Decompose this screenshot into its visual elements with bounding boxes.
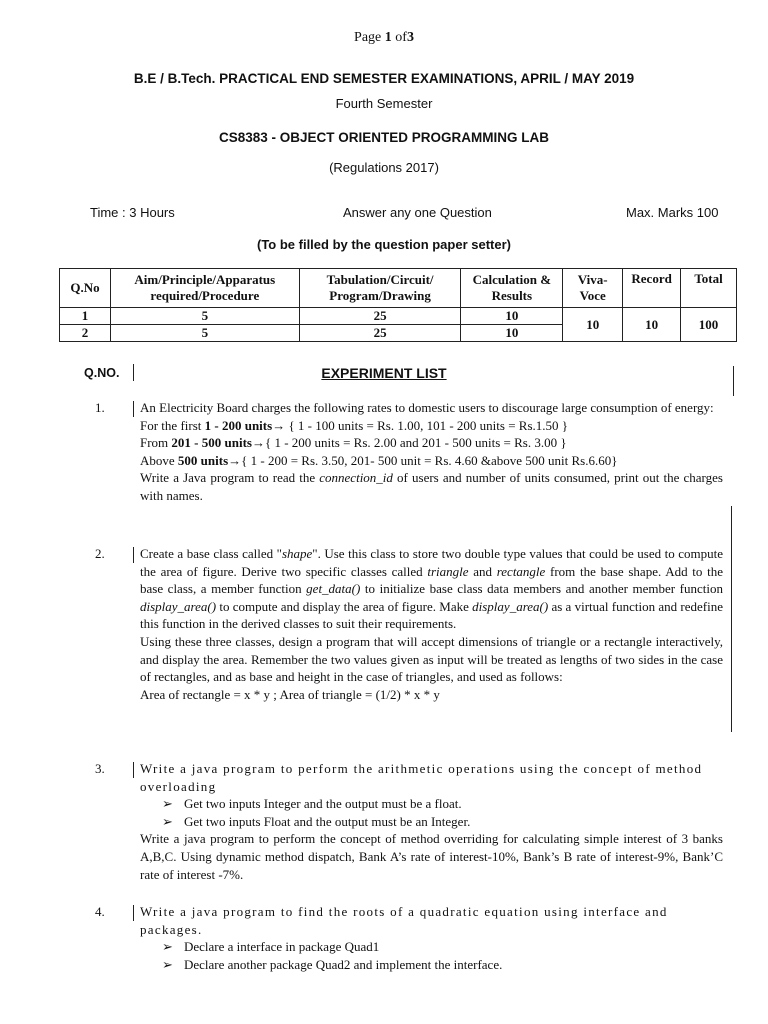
- arrow-bullet-icon: ➢: [162, 813, 173, 829]
- page-total: 3: [406, 30, 414, 45]
- table-cell: 5: [110, 325, 299, 342]
- question-paragraph: Write a java program to perform the concept of method overriding for calculating simple interest of 3 banks A,B,C. Using dynamic method dispatch, Bank A’s rate of interest-10%, Bank’s B rate of interest-9%, Bank’C rate of interest -7%.: [140, 831, 723, 882]
- bullet-item: ➢ Get two inputs Float and the output must be an Integer.: [162, 813, 471, 829]
- column-divider: [133, 364, 134, 381]
- question-line: Above 500 units→{ 1 - 200 = Rs. 3.50, 201- 500 unit = Rs. 4.60 &above 500 unit Rs.6.60}: [140, 452, 618, 468]
- page-of: of: [395, 30, 407, 45]
- question-number: 3.: [95, 761, 105, 776]
- semester: Fourth Semester: [335, 96, 433, 111]
- marks-table: [59, 268, 737, 342]
- question-number: 1.: [95, 400, 105, 415]
- question-line: Write a java program to find the roots of a quadratic equation using interface and packages.: [140, 904, 668, 937]
- page-number: [0, 30, 768, 46]
- column-header: Total: [681, 269, 737, 308]
- marks-table-header: [60, 269, 737, 308]
- table-cell: 10: [461, 308, 563, 325]
- record-cell: 10: [623, 308, 681, 342]
- column-header: Calculation & Results: [461, 269, 563, 308]
- column-divider: [133, 547, 134, 563]
- arrow-bullet-icon: ➢: [162, 796, 173, 812]
- table-cell: 10: [461, 325, 563, 342]
- column-header: Record: [623, 269, 681, 308]
- column-header: Aim/Principle/Apparatus required/Procedure: [110, 269, 299, 308]
- table-cell: 5: [110, 308, 299, 325]
- max-marks: Max. Marks 100: [626, 205, 719, 220]
- column-divider: [133, 905, 134, 921]
- question-line: From 201 - 500 units→{ 1 - 200 units = Rs. 2.00 and 201 - 500 units = Rs. 3.00 }: [140, 435, 567, 451]
- course-title: CS8383 - OBJECT ORIENTED PROGRAMMING LAB: [218, 130, 550, 145]
- question-text: [140, 903, 723, 973]
- table-cell: 2: [60, 325, 111, 342]
- column-divider: [133, 762, 134, 778]
- arrow-bullet-icon: ➢: [162, 939, 173, 955]
- question-paragraph: Using these three classes, design a program that will accept dimensions of triangle or a rectangle interactively, and display the area. Remember the two values given as input will be treated as lengths of two sides in the case of rectangles, and as base and height in the case of triangles, and used as follows:: [140, 633, 723, 685]
- column-divider: [133, 401, 134, 417]
- exam-duration: Time : 3 Hours: [90, 205, 175, 220]
- question-line: Write a java program to perform the arithmetic operations using the concept of method overloading: [140, 761, 703, 794]
- setter-note: (To be filled by the question paper setter): [256, 237, 511, 252]
- regulations: (Regulations 2017): [329, 160, 439, 175]
- question-line: An Electricity Board charges the following rates to domestic users to discourage large consumption of energy:: [140, 400, 714, 415]
- question-text: [140, 545, 723, 703]
- column-header: Q.No: [60, 269, 111, 308]
- question-number: 2.: [95, 546, 105, 561]
- qno-column-label: Q.NO.: [84, 366, 120, 380]
- table-row: [60, 308, 737, 325]
- question-line: Write a Java program to read the connection_id of users and number of units consumed, print out the charges with names.: [140, 470, 723, 503]
- question-line: For the first 1 - 200 units→ { 1 - 100 units = Rs. 1.00, 101 - 200 units = Rs.1.50 }: [140, 417, 569, 433]
- question-number: 4.: [95, 904, 105, 919]
- exam-title: B.E / B.Tech. PRACTICAL END SEMESTER EXAMINATIONS, APRIL / MAY 2019: [133, 71, 635, 86]
- arrow-bullet-icon: ➢: [162, 956, 173, 972]
- page-label: Page: [354, 30, 382, 45]
- exam-instruction: Answer any one Question: [343, 205, 492, 220]
- experiment-list-heading: EXPERIMENT LIST: [321, 365, 447, 381]
- bullet-item: ➢ Declare a interface in package Quad1: [162, 939, 380, 955]
- question-paragraph: Create a base class called "shape". Use this class to store two double type values that could be used to compute the area of figure. Derive two specific classes called triangle and rectangle from the base shape. Add to the base class, a member function get_data() to initialize base class data members and another member function display_area() to compute and display the area of figure. Make display_area() as a virtual function and redefine this function in the derived classes to suit their requirements.: [140, 546, 723, 632]
- question-line: Area of rectangle = x * y ; Area of triangle = (1/2) * x * y: [140, 686, 440, 702]
- table-cell: 25: [299, 308, 461, 325]
- page-current: 1: [384, 30, 392, 45]
- column-divider: [733, 366, 734, 396]
- question-text: [140, 399, 723, 505]
- column-divider: [731, 506, 732, 732]
- question-text: [140, 760, 723, 883]
- table-cell: 25: [299, 325, 461, 342]
- table-cell: 1: [60, 308, 111, 325]
- bullet-item: ➢ Get two inputs Integer and the output must be a float.: [162, 796, 462, 812]
- bullet-item: ➢ Declare another package Quad2 and implement the interface.: [162, 956, 503, 972]
- column-header: Viva-Voce: [563, 269, 623, 308]
- column-header: Tabulation/Circuit/ Program/Drawing: [299, 269, 461, 308]
- total-cell: 100: [681, 308, 737, 342]
- viva-cell: 10: [563, 308, 623, 342]
